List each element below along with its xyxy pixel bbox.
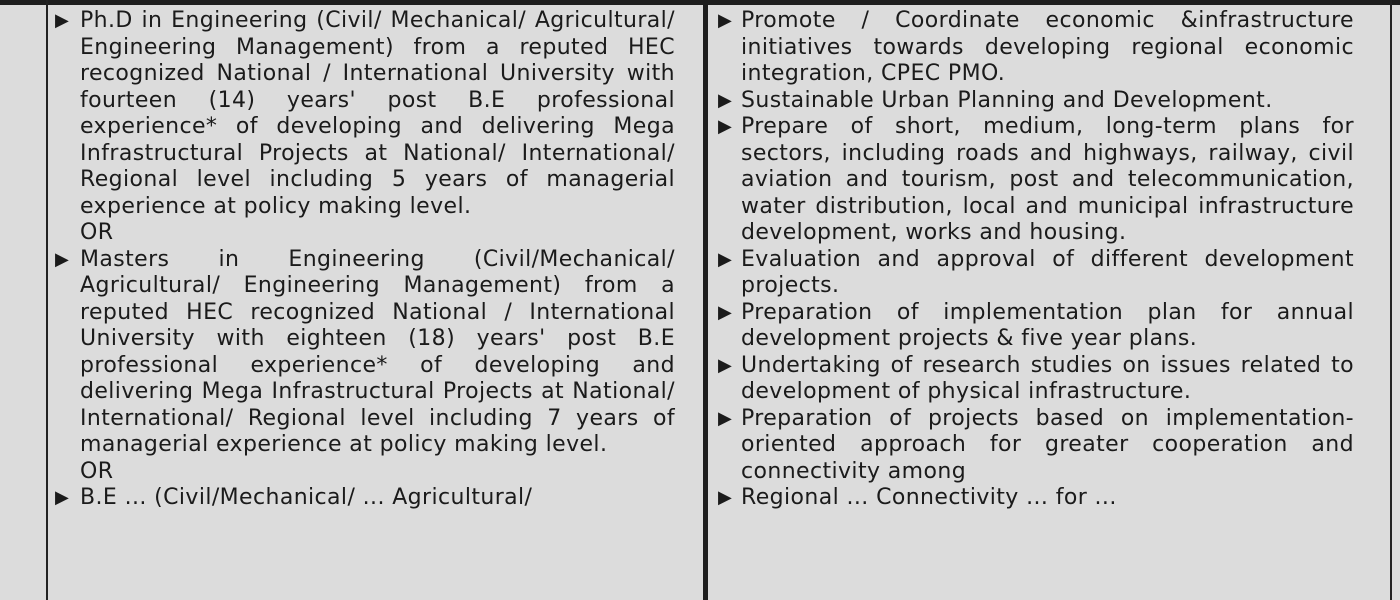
- responsibility-item: [718, 300, 1354, 353]
- qualification-item-phd: [55, 8, 675, 220]
- bullet-arrow-icon: ▶: [718, 10, 733, 31]
- qualification-text: B.E ... (Civil/Mechanical/ ... Agricultural/: [80, 485, 533, 510]
- bullet-arrow-icon: ▶: [55, 10, 70, 31]
- responsibility-text: Regional ... Connectivity ... for ...: [741, 485, 1117, 510]
- top-border-line: [0, 0, 1400, 5]
- responsibility-item: [718, 114, 1354, 247]
- responsibility-item: [718, 247, 1354, 300]
- qualification-item-be: [55, 485, 675, 512]
- responsibility-text: Preparation of projects based on implementation-oriented approach for greater cooperation and connectivity among: [741, 405, 1354, 484]
- responsibility-item: [718, 8, 1354, 88]
- bullet-arrow-icon: ▶: [718, 354, 733, 376]
- bullet-arrow-icon: ▶: [718, 248, 733, 270]
- bullet-arrow-icon: ▶: [718, 89, 733, 111]
- responsibility-item: [718, 485, 1354, 512]
- qualification-text: Ph.D in Engineering (Civil/ Mechanical/ Agricultural/ Engineering Management) from a reputed HEC recognized National / International University with fourteen (14) years' post B.E professional experience* of developing and delivering Mega Infrastructural Projects at National/ International/ Regional level including 5 years of managerial experience at policy making level.: [80, 8, 675, 219]
- qualification-text: Masters in Engineering (Civil/Mechanical/ Agricultural/ Engineering Management) from a reputed HEC recognized National / International University with eighteen (18) years' post B.E professional experience* of developing and delivering Mega Infrastructural Projects at National/ International/ Regional level including 7 years of managerial experience at policy making level.: [80, 246, 675, 457]
- qualification-column: [55, 8, 675, 512]
- responsibility-text: Preparation of implementation plan for annual development projects & five year plans.: [741, 299, 1354, 351]
- bullet-arrow-icon: ▶: [55, 487, 70, 508]
- right-border-line: [1390, 0, 1392, 600]
- responsibility-item: [718, 406, 1354, 486]
- responsibility-item: [718, 353, 1354, 406]
- bullet-arrow-icon: ▶: [718, 301, 733, 323]
- responsibility-text: Prepare of short, medium, long-term plans for sectors, including roads and highways, railway, civil aviation and tourism, post and telecommunication, water distribution, local and municipal infrastructure development, works and housing.: [741, 114, 1354, 245]
- bullet-arrow-icon: ▶: [718, 487, 733, 508]
- left-border-line: [46, 0, 48, 600]
- bullet-arrow-icon: ▶: [718, 407, 733, 429]
- qualification-item-masters: [55, 247, 675, 459]
- or-separator: OR: [80, 220, 114, 245]
- responsibility-text: Sustainable Urban Planning and Development.: [741, 87, 1273, 113]
- responsibility-text: Evaluation and approval of different development projects.: [741, 246, 1354, 298]
- responsibility-item: [718, 88, 1354, 115]
- responsibilities-column: [718, 8, 1354, 512]
- responsibility-text: Promote / Coordinate economic &infrastructure initiatives towards developing regional economic integration, CPEC PMO.: [741, 8, 1354, 86]
- bullet-arrow-icon: ▶: [718, 116, 733, 137]
- responsibility-text: Undertaking of research studies on issues related to development of physical infrastructure.: [741, 352, 1354, 404]
- or-separator: OR: [80, 458, 114, 484]
- column-divider: [703, 0, 708, 600]
- bullet-arrow-icon: ▶: [55, 248, 70, 270]
